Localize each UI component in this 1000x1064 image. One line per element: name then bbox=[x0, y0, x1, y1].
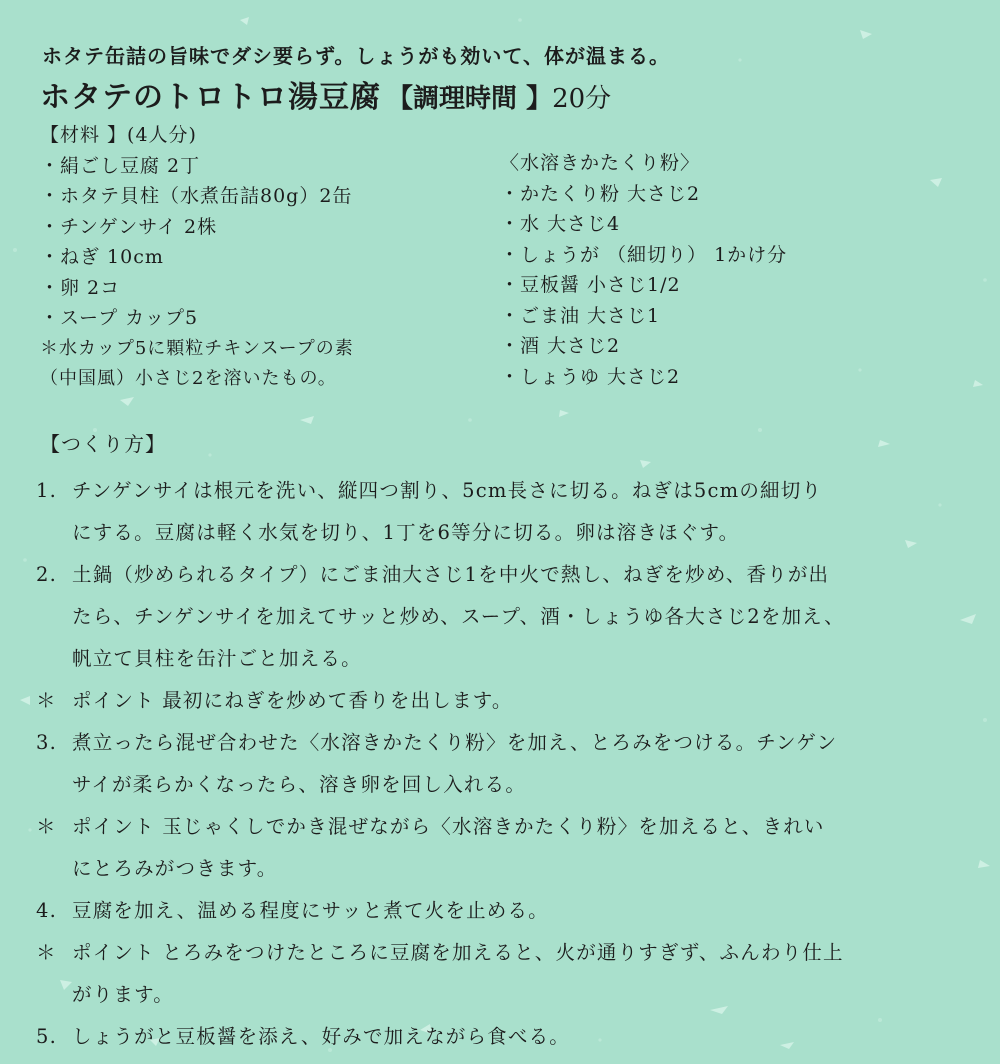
ingredients-heading: 【材料 】(4人分) bbox=[40, 124, 197, 146]
step-line: サイが柔らかくなったら、溶き卵を回し入れる。 bbox=[72, 773, 527, 796]
step-marker: 4. bbox=[36, 899, 58, 922]
method-steps bbox=[36, 470, 966, 1058]
cooking-time-label: 【調理時間 】 bbox=[387, 84, 553, 114]
sauce-heading: 〈水溶きかたくり粉〉 bbox=[500, 152, 701, 174]
ingredient-item: ・ 卵 2コ bbox=[40, 273, 354, 304]
sauce-list bbox=[500, 179, 787, 393]
sauce-item: ・ かたくり粉 大さじ2 bbox=[500, 179, 787, 210]
step-line: チンゲンサイは根元を洗い、縦四つ割り、5cm長さに切る。ねぎは5cmの細切り bbox=[72, 479, 823, 502]
point-note-2 bbox=[36, 806, 966, 890]
ingredient-item: ・ 絹ごし豆腐 2丁 bbox=[40, 151, 354, 182]
ingredient-item: ・ ホタテ貝柱（水煮缶詰80g）2缶 bbox=[40, 181, 354, 212]
point-marker: ＊ bbox=[36, 815, 57, 838]
step-4 bbox=[36, 890, 966, 932]
sauce-item: ・ しょうが （細切り） 1かけ分 bbox=[500, 240, 787, 271]
step-5 bbox=[36, 1016, 966, 1058]
step-3 bbox=[36, 722, 966, 806]
step-1 bbox=[36, 470, 966, 554]
recipe-title: ホタテのトロトロ湯豆腐 bbox=[40, 80, 381, 115]
ingredient-item: ・ チンゲンサイ 2株 bbox=[40, 212, 354, 243]
soup-note-line: ＊水カップ5に顆粒チキンスープの素 bbox=[40, 337, 354, 359]
step-line: たら、チンゲンサイを加えてサッと炒め、スープ、酒・しょうゆ各大さじ2を加え、 bbox=[72, 605, 845, 628]
step-line: 土鍋（炒められるタイプ）にごま油大さじ1を中火で熱し、ねぎを炒め、香りが出 bbox=[72, 563, 830, 586]
step-2 bbox=[36, 554, 966, 680]
point-marker: ＊ bbox=[36, 689, 57, 712]
step-line: しょうがと豆板醤を添え、好みで加えながら食べる。 bbox=[72, 1025, 570, 1048]
cooking-time bbox=[387, 84, 611, 114]
ingredients-list bbox=[40, 151, 354, 334]
sauce-item: ・ 水 大さじ4 bbox=[500, 209, 787, 240]
sauce-item: ・ ごま油 大さじ1 bbox=[500, 301, 787, 332]
step-line: にする。豆腐は軽く水気を切り、1丁を6等分に切る。卵は溶きほぐす。 bbox=[72, 521, 740, 544]
recipe-tagline: ホタテ缶詰の旨味でダシ要らず。しょうがも効いて、体が温まる。 bbox=[42, 44, 670, 68]
soup-note-line: （中国風）小さじ2を溶いたもの。 bbox=[40, 368, 337, 389]
step-line: にとろみがつきます。 bbox=[72, 857, 278, 880]
sauce-item: ・ しょうゆ 大さじ2 bbox=[500, 362, 787, 393]
point-note-1 bbox=[36, 680, 966, 722]
step-line: 帆立て貝柱を缶汁ごと加える。 bbox=[72, 647, 362, 670]
step-marker: 1. bbox=[36, 479, 58, 502]
sauce-item: ・ 豆板醤 小さじ1/2 bbox=[500, 270, 787, 301]
sauce-item: ・ 酒 大さじ2 bbox=[500, 331, 787, 362]
step-line: 煮立ったら混ぜ合わせた〈水溶きかたくり粉〉を加え、とろみをつける。チンゲン bbox=[72, 731, 838, 754]
method-heading: 【つくり方】 bbox=[40, 432, 166, 456]
step-marker: 3. bbox=[36, 731, 58, 754]
ingredient-item: ・ ねぎ 10cm bbox=[40, 242, 354, 273]
ingredients-section bbox=[40, 120, 354, 395]
point-marker: ＊ bbox=[36, 941, 57, 964]
step-line: 豆腐を加え、温める程度にサッと煮て火を止める。 bbox=[72, 899, 549, 922]
step-marker: 5. bbox=[36, 1025, 58, 1048]
ingredient-item: ・ スープ カップ5 bbox=[40, 303, 354, 334]
step-marker: 2. bbox=[36, 563, 58, 586]
step-line: ポイント とろみをつけたところに豆腐を加えると、火が通りすぎず、ふんわり仕上 bbox=[72, 941, 844, 964]
step-line: ポイント 玉じゃくしでかき混ぜながら〈水溶きかたくり粉〉を加えると、きれい bbox=[72, 815, 825, 838]
sauce-section bbox=[500, 148, 787, 392]
cooking-time-value: 20分 bbox=[552, 84, 612, 114]
point-note-3 bbox=[36, 932, 966, 1016]
step-line: がります。 bbox=[72, 983, 174, 1006]
title-row bbox=[40, 72, 611, 116]
step-line: ポイント 最初にねぎを炒めて香りを出します。 bbox=[72, 689, 513, 712]
